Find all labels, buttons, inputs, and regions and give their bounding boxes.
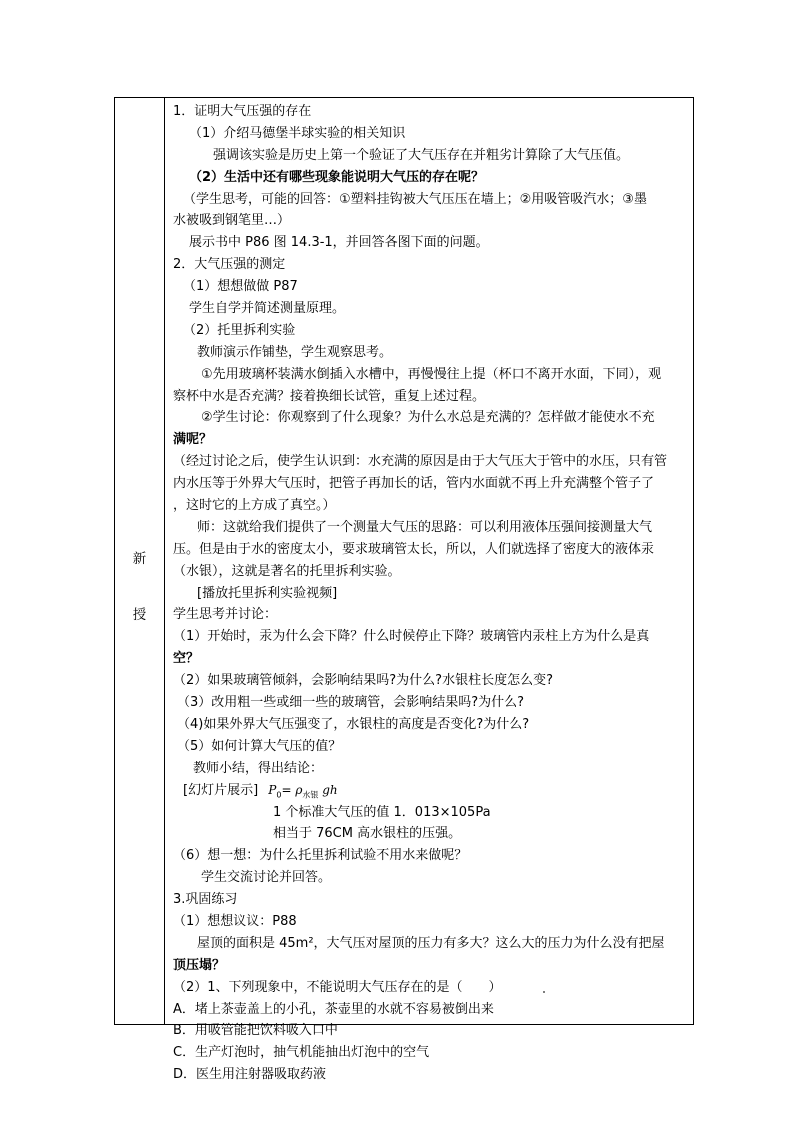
text-line: 1．证明大气压强的存在 [173, 104, 312, 119]
text-line: 相当于 76CM 高水银柱的压强。 [273, 826, 462, 842]
lesson-content [173, 101, 693, 1086]
text-line: 学生自学并简述测量原理。 [189, 301, 346, 317]
text-line: （2）如果玻璃管倾斜，会影响结果吗?为什么?水银柱长度怎么变? [173, 673, 553, 689]
text-line: （1）介绍马德堡半球实验的相关知识 [189, 125, 406, 141]
section-label-cell [115, 98, 164, 1024]
lesson-table [114, 97, 694, 1083]
text-line: A．堵上茶壶盖上的小孔，茶壶里的水就不容易被倒出来 [173, 1001, 494, 1017]
formula-rho-sub: 水银 [302, 790, 319, 799]
stray-dot [543, 991, 545, 993]
section-label-char: 新 [132, 551, 147, 567]
text-line: B．用吸管能把饮料吸入口中 [173, 1023, 338, 1039]
text-line: （1）想想议议：P88 [173, 913, 297, 929]
text-line: （6）想一想：为什么托里拆利试验不用水来做呢？ [173, 848, 468, 864]
content-block-before-formula [173, 101, 693, 780]
text-line: （4)如果外界大气压强变了，水银柱的高度是否变化?为什么? [177, 716, 530, 732]
column-divider [164, 98, 165, 1024]
text-line: 强调该实验是历史上第一个验证了大气压存在并粗劣计算除了大气压值。 [213, 147, 630, 163]
text-line: 展示书中 P86 图 14.3-1，并回答各图下面的问题。 [189, 235, 489, 251]
text-line: 教师演示作铺垫，学生观察思考。 [197, 344, 393, 360]
text-line: 满呢？ [173, 432, 213, 448]
text-line: （2）1、下列现象中，不能说明大气压存在的是（ ） [173, 979, 502, 995]
text-line: （1）想想做做 P87 [183, 279, 298, 295]
formula-eq: = ρ [281, 782, 303, 797]
text-line: 1 个标准大气压的值 1．013×105Pa [273, 804, 491, 820]
formula-label: [幻灯片展示] [183, 782, 259, 798]
text-line: （5）如何计算大气压的值？ [177, 738, 342, 754]
text-line: 水被吸到钢笔里…） [173, 213, 291, 229]
text-line: （3）改用粗一些或细一些的玻璃管，会影响结果吗?为什么? [177, 695, 525, 711]
text-line: 顶压塌？ [173, 957, 226, 973]
text-line: 学生交流讨论并回答。 [201, 870, 332, 886]
text-line: ①先用玻璃杯装满水倒插入水槽中，再慢慢往上提（杯口不离开水面，下同），观 [201, 366, 662, 382]
text-line: 2．大气压强的测定 [173, 257, 286, 273]
text-line: 屋顶的面积是 45m²，大气压对屋顶的压力有多大？这么大的压力为什么没有把屋 [197, 935, 665, 951]
text-line: D．医生用注射器吸取药液 [173, 1067, 327, 1083]
text-line: ，这时它的上方成了真空。） [173, 498, 336, 514]
text-line: （学生思考，可能的回答：①塑料挂钩被大气压压在墙上；②用吸管吸汽水；③墨 [183, 191, 647, 207]
formula-tail: gh [322, 782, 338, 797]
text-line: （2）生活中还有哪些现象能说明大气压的存在呢？ [189, 169, 485, 185]
formula-p-sub: 0 [276, 790, 282, 799]
text-line: C．生产灯泡时，抽气机能抽出灯泡中的空气 [173, 1045, 430, 1061]
text-line: 教师小结，得出结论： [193, 760, 324, 776]
text-line: [播放托里拆利实验视频] [197, 585, 338, 601]
content-block-after-formula [173, 802, 693, 1087]
text-line: （1）开始时，汞为什么会下降？什么时候停止下降？玻璃管内汞柱上方为什么是真 [173, 629, 650, 645]
section-label-char: 授 [132, 607, 147, 623]
text-line: 内水压等于外界大气压时，把管子再加长的话，管内水面就不再上升充满整个管子了 [173, 476, 655, 492]
text-line: 3.巩固练习 [173, 892, 238, 908]
text-line: 察杯中水是否充满？接着换细长试管，重复上述过程。 [173, 388, 486, 404]
text-line: 压。但是由于水的密度太小，要求玻璃管太长，所以，人们就选择了密度大的液体汞 [173, 541, 655, 557]
formula-line [173, 780, 693, 802]
text-line: ②学生讨论：你观察到了什么现象？为什么水总是充满的？怎样做才能使水不充 [201, 410, 655, 426]
formula-p: P [268, 782, 277, 797]
text-line: 空？ [173, 651, 200, 667]
text-line: 师：这就给我们提供了一个测量大气压的思路：可以利用液体压强间接测量大气 [197, 519, 653, 535]
text-line: （经过讨论之后，使学生认识到：水充满的原因是由于大气压大于管中的水压，只有管 [173, 454, 668, 470]
text-line: 学生思考并讨论： [173, 607, 278, 623]
text-line: （水银），这就是著名的托里拆利实验。 [173, 563, 401, 579]
text-line: （2）托里拆利实验 [183, 322, 296, 338]
